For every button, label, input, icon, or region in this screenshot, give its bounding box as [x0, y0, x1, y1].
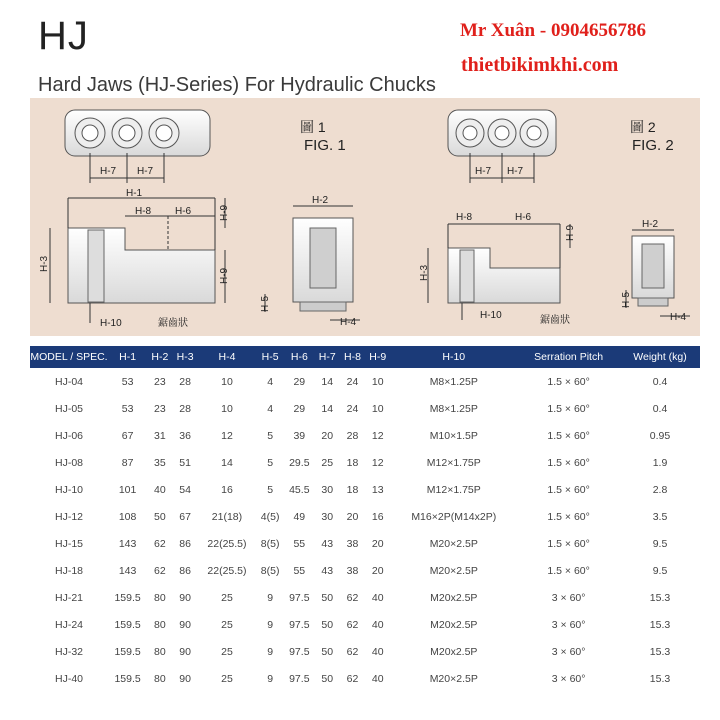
table-cell: HJ-04 — [54, 375, 83, 388]
fig2-end-view — [621, 219, 690, 323]
table-cell: 1.5 × 60° — [547, 456, 590, 469]
table-cell: 29 — [293, 375, 306, 388]
table-cell: 159.5 — [114, 672, 141, 685]
fig1-serration-note: 鋸齒狀 — [158, 318, 188, 329]
table-cell: 3 × 60° — [551, 591, 586, 604]
table-cell: 3 × 60° — [551, 618, 586, 631]
fig2-h9: H-9 — [565, 224, 576, 241]
table-row — [30, 557, 700, 584]
table-cell: 21(18) — [211, 510, 243, 523]
table-cell: 67 — [179, 510, 191, 523]
table-cell: 90 — [179, 645, 191, 658]
table-cell: 23 — [154, 402, 166, 415]
table-cell: 90 — [179, 672, 191, 685]
table-cell: 1.5 × 60° — [547, 375, 590, 388]
table-cell: M20x2.5P — [430, 645, 478, 658]
table-body — [30, 368, 700, 692]
table-cell: 25 — [221, 645, 233, 658]
fig1-h6: H-6 — [175, 206, 192, 217]
col-h4: H-4 — [198, 346, 256, 368]
col-h1: H-1 — [108, 346, 147, 368]
table-cell: 22(25.5) — [207, 564, 247, 577]
table-cell: 43 — [321, 537, 334, 550]
table-cell: 0.4 — [652, 375, 668, 388]
table-cell: 3 × 60° — [551, 672, 586, 685]
table-cell: 101 — [118, 483, 137, 496]
table-cell: 12 — [371, 429, 384, 442]
contact-phone: Mr Xuân - 0904656786 — [460, 20, 646, 41]
table-cell: 5 — [267, 483, 274, 496]
table-cell: 80 — [154, 618, 166, 631]
technical-drawing-svg — [30, 98, 700, 336]
table-cell: 90 — [179, 618, 191, 631]
table-cell: M20×2.5P — [429, 564, 478, 577]
table-cell: 3 × 60° — [551, 645, 586, 658]
table-cell: 80 — [154, 645, 166, 658]
table-cell: 86 — [179, 537, 191, 550]
fig2-h4: H-4 — [670, 312, 687, 323]
table-cell: 86 — [179, 564, 191, 577]
table-cell: 50 — [321, 591, 334, 604]
table-cell: 28 — [179, 402, 191, 415]
col-h2: H-2 — [147, 346, 172, 368]
table-cell: 0.4 — [652, 402, 668, 415]
table-cell: 50 — [154, 510, 166, 523]
table-cell: 62 — [346, 618, 359, 631]
table-cell: 1.5 × 60° — [547, 402, 590, 415]
table-row — [30, 611, 700, 638]
fig1-h4: H-4 — [340, 317, 357, 328]
table-cell: HJ-15 — [54, 537, 83, 550]
table-cell: 10 — [371, 375, 384, 388]
table-cell: 1.5 × 60° — [547, 537, 590, 550]
table-cell: 40 — [371, 672, 384, 685]
col-h10: H-10 — [390, 346, 517, 368]
table-row — [30, 395, 700, 422]
col-h5: H-5 — [256, 346, 284, 368]
table-row — [30, 665, 700, 692]
table-cell: 4 — [267, 402, 274, 415]
table-cell: 20 — [371, 537, 384, 550]
table-cell: 45.5 — [289, 483, 310, 496]
table-cell: 14 — [321, 402, 334, 415]
table-cell: 16 — [371, 510, 384, 523]
table-row — [30, 503, 700, 530]
table-cell: 40 — [371, 618, 384, 631]
table-cell: 18 — [346, 456, 359, 469]
fig2-h6: H-6 — [515, 212, 532, 223]
table-cell: 159.5 — [114, 645, 141, 658]
table-cell: 9.5 — [652, 564, 668, 577]
table-cell: 55 — [293, 537, 306, 550]
table-cell: 50 — [321, 672, 334, 685]
fig1-side-view — [39, 188, 230, 329]
fig2-kanji: 圖 2 — [630, 119, 656, 135]
table-cell: 20 — [346, 510, 359, 523]
table-cell: 29 — [293, 402, 306, 415]
table-cell: 3.5 — [652, 510, 668, 523]
table-cell: 28 — [179, 375, 191, 388]
fig1-label: FIG. 1 — [304, 137, 346, 154]
fig1-kanji: 圖 1 — [300, 119, 326, 135]
fig2-top-view — [448, 110, 556, 183]
table-cell: 22(25.5) — [207, 537, 247, 550]
table-cell: 15.3 — [649, 618, 671, 631]
table-row — [30, 638, 700, 665]
table-cell: 43 — [321, 564, 334, 577]
table-cell: 80 — [154, 672, 166, 685]
col-weight: Weight (kg) — [620, 346, 700, 368]
table-cell: HJ-21 — [54, 591, 83, 604]
table-cell: 24 — [346, 375, 359, 388]
table-cell: 80 — [154, 591, 166, 604]
col-serration-pitch: Serration Pitch — [517, 346, 620, 368]
table-cell: HJ-06 — [54, 429, 83, 442]
table-cell: 25 — [321, 456, 334, 469]
table-cell: M8×1.25P — [429, 375, 478, 388]
table-cell: 15.3 — [649, 591, 671, 604]
fig1-h1: H-1 — [126, 188, 143, 199]
table-cell: 23 — [154, 375, 166, 388]
fig2-side-view — [419, 212, 576, 326]
table-cell: 97.5 — [289, 618, 310, 631]
table-cell: 87 — [121, 456, 134, 469]
table-cell: 159.5 — [114, 618, 141, 631]
table-cell: 30 — [321, 510, 334, 523]
table-cell: 36 — [179, 429, 191, 442]
table-cell: 9 — [267, 645, 274, 658]
table-cell: 2.8 — [652, 483, 668, 496]
table-cell: 51 — [179, 456, 191, 469]
col-h6: H-6 — [284, 346, 315, 368]
table-cell: 15.3 — [649, 645, 671, 658]
table-cell: 20 — [371, 564, 384, 577]
fig2-h8: H-8 — [456, 212, 473, 223]
table-cell: 20 — [321, 429, 334, 442]
table-cell: 50 — [321, 645, 334, 658]
table-cell: 9 — [267, 672, 274, 685]
fig2-h7-left: H-7 — [475, 166, 492, 177]
fig2-label: FIG. 2 — [632, 137, 674, 154]
fig2-h2: H-2 — [642, 219, 659, 230]
table-cell: 159.5 — [114, 591, 141, 604]
table-cell: 13 — [371, 483, 384, 496]
fig2-h10: H-10 — [480, 310, 502, 321]
table-cell: 1.5 × 60° — [547, 429, 590, 442]
table-cell: 55 — [293, 564, 306, 577]
table-cell: 25 — [221, 591, 233, 604]
table-cell: 18 — [346, 483, 359, 496]
fig2-h3: H-3 — [419, 264, 430, 281]
logo-title: HJ — [38, 14, 89, 58]
page-subtitle: Hard Jaws (HJ-Series) For Hydraulic Chucks — [38, 74, 436, 96]
fig1-top-view — [65, 110, 210, 183]
table-cell: 62 — [346, 645, 359, 658]
table-cell: 31 — [154, 429, 166, 442]
table-cell: 10 — [371, 402, 384, 415]
fig2-serration-note: 鋸齒狀 — [540, 315, 570, 326]
table-cell: 97.5 — [289, 645, 310, 658]
table-cell: 97.5 — [289, 672, 310, 685]
table-cell: 35 — [154, 456, 166, 469]
table-cell: HJ-12 — [54, 510, 83, 523]
table-cell: 1.9 — [652, 456, 668, 469]
table-cell: 9.5 — [652, 537, 668, 550]
table-row — [30, 449, 700, 476]
table-cell: 40 — [371, 645, 384, 658]
fig1-h10: H-10 — [100, 318, 122, 329]
table-row — [30, 584, 700, 611]
fig1-h8: H-8 — [135, 206, 152, 217]
table-cell: 29.5 — [289, 456, 310, 469]
col-h3: H-3 — [173, 346, 198, 368]
table-cell: 40 — [154, 483, 166, 496]
table-cell: 28 — [346, 429, 359, 442]
table-cell: 62 — [346, 672, 359, 685]
fig1-h9-top: H-9 — [219, 204, 230, 221]
table-cell: 8(5) — [260, 537, 280, 550]
table-cell: 16 — [221, 483, 233, 496]
table-cell: 90 — [179, 591, 191, 604]
table-cell: 50 — [321, 618, 334, 631]
table-cell: 40 — [371, 591, 384, 604]
fig1-h7-right: H-7 — [137, 166, 154, 177]
table-cell: HJ-32 — [54, 645, 83, 658]
table-cell: 5 — [267, 429, 274, 442]
fig2-h7-right: H-7 — [507, 166, 524, 177]
table-cell: M20x2.5P — [430, 591, 478, 604]
contact-website: thietbikimkhi.com — [461, 54, 619, 76]
table-header-row — [30, 346, 700, 368]
col-h9: H-9 — [365, 346, 390, 368]
fig1-h5: H-5 — [260, 295, 271, 312]
table-cell: 12 — [221, 429, 233, 442]
table-cell: 62 — [346, 591, 359, 604]
table-cell: M20×2.5P — [429, 672, 478, 685]
table-cell: HJ-10 — [54, 483, 83, 496]
table-cell: M20×2.5P — [429, 537, 478, 550]
table-row — [30, 368, 700, 395]
fig1-end-view — [260, 195, 360, 328]
table-cell: 24 — [346, 402, 359, 415]
table-row — [30, 476, 700, 503]
fig1-h2: H-2 — [312, 195, 329, 206]
table-cell: 38 — [346, 537, 359, 550]
col-h7: H-7 — [315, 346, 340, 368]
technical-drawing — [30, 98, 700, 336]
table-cell: 39 — [293, 429, 306, 442]
table-cell: 53 — [121, 402, 134, 415]
table-cell: 8(5) — [260, 564, 280, 577]
table-cell: 5 — [267, 456, 274, 469]
table-cell: 10 — [221, 402, 233, 415]
table-cell: 14 — [321, 375, 334, 388]
table-cell: 67 — [121, 429, 134, 442]
table-cell: 1.5 × 60° — [547, 564, 590, 577]
table-cell: 53 — [121, 375, 134, 388]
spec-table — [30, 346, 700, 692]
table-cell: M16×2P(M14x2P) — [411, 510, 497, 523]
table-cell: 1.5 × 60° — [547, 483, 590, 496]
table-cell: 14 — [221, 456, 233, 469]
table-cell: 108 — [118, 510, 137, 523]
table-cell: HJ-05 — [54, 402, 83, 415]
table-cell: M10×1.5P — [429, 429, 478, 442]
table-cell: M20x2.5P — [430, 618, 478, 631]
fig2-h5: H-5 — [621, 291, 632, 308]
table-cell: 62 — [154, 537, 166, 550]
table-cell: 9 — [267, 591, 274, 604]
table-cell: M12×1.75P — [426, 483, 481, 496]
table-cell: 143 — [118, 564, 137, 577]
table-row — [30, 422, 700, 449]
fig1-h3: H-3 — [39, 255, 50, 272]
table-cell: 143 — [118, 537, 137, 550]
table-cell: HJ-18 — [54, 564, 83, 577]
table-cell: 62 — [154, 564, 166, 577]
table-cell: 0.95 — [649, 429, 671, 442]
table-cell: 25 — [221, 672, 233, 685]
table-cell: M8×1.25P — [429, 402, 478, 415]
table-cell: 49 — [293, 510, 306, 523]
table-cell: 97.5 — [289, 591, 310, 604]
fig1-h7-left: H-7 — [100, 166, 117, 177]
table-cell: 54 — [179, 483, 191, 496]
table-cell: HJ-24 — [54, 618, 83, 631]
col-h8: H-8 — [340, 346, 365, 368]
table-cell: 25 — [221, 618, 233, 631]
table-cell: 10 — [221, 375, 233, 388]
table-cell: 38 — [346, 564, 359, 577]
table-cell: M12×1.75P — [426, 456, 481, 469]
table-cell: 30 — [321, 483, 334, 496]
col-model: MODEL / SPEC. — [30, 346, 108, 368]
table-cell: 15.3 — [649, 672, 671, 685]
table-cell: 1.5 × 60° — [547, 510, 590, 523]
table-cell: HJ-08 — [54, 456, 83, 469]
table-cell: 9 — [267, 618, 274, 631]
table-cell: 4(5) — [260, 510, 280, 523]
table-cell: 4 — [267, 375, 274, 388]
table-cell: 12 — [371, 456, 384, 469]
fig1-h9-bottom: H-9 — [219, 267, 230, 284]
table-row — [30, 530, 700, 557]
table-cell: HJ-40 — [54, 672, 83, 685]
